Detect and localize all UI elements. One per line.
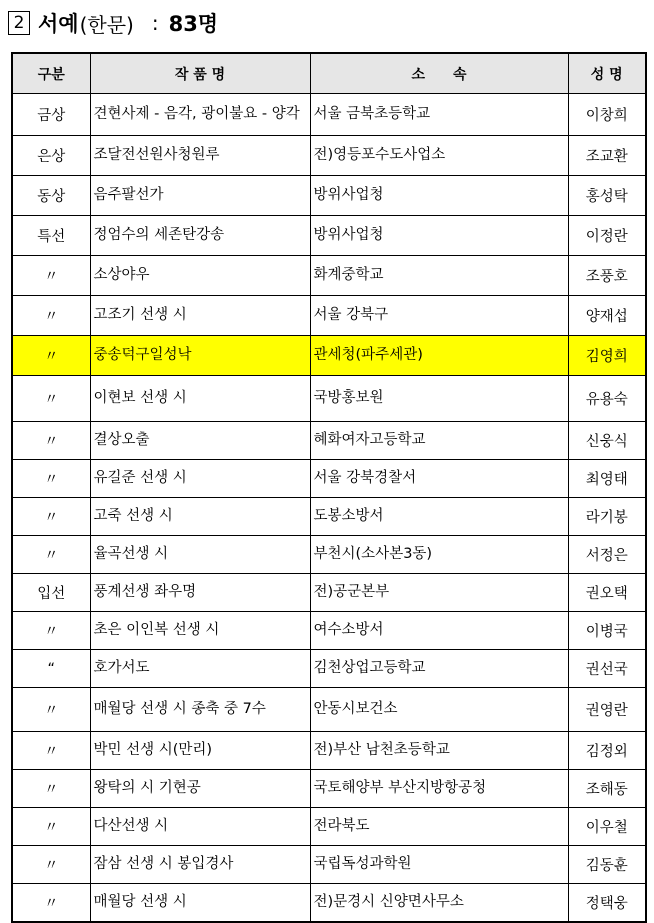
- cell-name: 권영란: [568, 688, 646, 732]
- cell-name: 서정은: [568, 536, 646, 574]
- cell-work-title: 고죽 선생 시: [90, 498, 310, 536]
- cell-category: 〃: [12, 846, 90, 884]
- cell-name: 홍성탁: [568, 176, 646, 216]
- cell-name: 조풍호: [568, 256, 646, 296]
- cell-category: 〃: [12, 884, 90, 922]
- cell-affiliation: 서울 금북초등학교: [310, 94, 568, 136]
- cell-work-title: 고조기 선생 시: [90, 296, 310, 336]
- cell-name: 김동훈: [568, 846, 646, 884]
- cell-work-title: 견현사제 - 음각, 광이불요 - 양각: [90, 94, 310, 136]
- cell-category: 동상: [12, 176, 90, 216]
- cell-name: 권선국: [568, 650, 646, 688]
- cell-category: 〃: [12, 536, 90, 574]
- cell-affiliation: 관세청(파주세관): [310, 336, 568, 376]
- cell-work-title: 왕탁의 시 기현공: [90, 770, 310, 808]
- cell-category: 금상: [12, 94, 90, 136]
- cell-affiliation: 서울 강북경찰서: [310, 460, 568, 498]
- cell-category: 은상: [12, 136, 90, 176]
- cell-work-title: 중송덕구일성낙: [90, 336, 310, 376]
- header-work-title: 작 품 명: [90, 53, 310, 94]
- table-row: [12, 296, 646, 336]
- table-body: [12, 94, 646, 922]
- cell-work-title: 잠삼 선생 시 봉입경사: [90, 846, 310, 884]
- table-row: [12, 376, 646, 422]
- cell-category: 입선: [12, 574, 90, 612]
- table-row: [12, 846, 646, 884]
- cell-name: 김정외: [568, 732, 646, 770]
- table-row: [12, 732, 646, 770]
- table-row: [12, 94, 646, 136]
- cell-affiliation: 전)부산 남천초등학교: [310, 732, 568, 770]
- section-title: 서예: [38, 12, 79, 36]
- table-row: [12, 460, 646, 498]
- header-affiliation: 소 속: [310, 53, 568, 94]
- cell-work-title: 풍계선생 좌우명: [90, 574, 310, 612]
- cell-name: 권오택: [568, 574, 646, 612]
- cell-work-title: 율곡선생 시: [90, 536, 310, 574]
- cell-affiliation: 전)영등포수도사업소: [310, 136, 568, 176]
- cell-affiliation: 안동시보건소: [310, 688, 568, 732]
- cell-category: 〃: [12, 612, 90, 650]
- cell-affiliation: 김천상업고등학교: [310, 650, 568, 688]
- cell-name: 이창희: [568, 94, 646, 136]
- section-heading: [8, 8, 218, 38]
- cell-affiliation: 방위사업청: [310, 176, 568, 216]
- cell-affiliation: 국방홍보원: [310, 376, 568, 422]
- table-row: [12, 770, 646, 808]
- title-separator: :: [151, 11, 159, 35]
- table-row: [12, 688, 646, 732]
- cell-name: 조교환: [568, 136, 646, 176]
- cell-name: 김영희: [568, 336, 646, 376]
- cell-name: 이정란: [568, 216, 646, 256]
- cell-category: 특선: [12, 216, 90, 256]
- table-row: [12, 422, 646, 460]
- cell-name: 유용숙: [568, 376, 646, 422]
- cell-work-title: 다산선생 시: [90, 808, 310, 846]
- cell-work-title: 결상오출: [90, 422, 310, 460]
- cell-work-title: 매월당 선생 시: [90, 884, 310, 922]
- header-name: 성 명: [568, 53, 646, 94]
- cell-affiliation: 부천시(소사본3동): [310, 536, 568, 574]
- cell-name: 이우철: [568, 808, 646, 846]
- table-row: [12, 176, 646, 216]
- header-category: 구분: [12, 53, 90, 94]
- table-row: [12, 650, 646, 688]
- cell-work-title: 소상야우: [90, 256, 310, 296]
- cell-affiliation: 국토해양부 부산지방항공청: [310, 770, 568, 808]
- table-row: [12, 498, 646, 536]
- cell-category: 〃: [12, 336, 90, 376]
- cell-work-title: 초은 이인복 선생 시: [90, 612, 310, 650]
- cell-category: 〃: [12, 460, 90, 498]
- section-subtitle: (한문): [79, 12, 134, 37]
- table-row: [12, 536, 646, 574]
- cell-affiliation: 국립독성과학원: [310, 846, 568, 884]
- table-row: [12, 256, 646, 296]
- cell-category: 〃: [12, 498, 90, 536]
- table-row: [12, 336, 646, 376]
- cell-category: 〃: [12, 422, 90, 460]
- cell-work-title: 정엄수의 세존탄강송: [90, 216, 310, 256]
- cell-category: “: [12, 650, 90, 688]
- table-row: [12, 136, 646, 176]
- cell-affiliation: 전)공군본부: [310, 574, 568, 612]
- table-row: [12, 574, 646, 612]
- cell-name: 양재섭: [568, 296, 646, 336]
- cell-affiliation: 화계중학교: [310, 256, 568, 296]
- cell-name: 이병국: [568, 612, 646, 650]
- section-number-box: 2: [8, 11, 30, 35]
- cell-category: 〃: [12, 296, 90, 336]
- award-table: [11, 52, 647, 923]
- table-row: [12, 612, 646, 650]
- cell-category: 〃: [12, 732, 90, 770]
- cell-name: 최영태: [568, 460, 646, 498]
- cell-affiliation: 서울 강북구: [310, 296, 568, 336]
- cell-work-title: 유길준 선생 시: [90, 460, 310, 498]
- table-row: [12, 884, 646, 922]
- cell-affiliation: 도봉소방서: [310, 498, 568, 536]
- cell-work-title: 호가서도: [90, 650, 310, 688]
- cell-work-title: 조달전선원사청원루: [90, 136, 310, 176]
- cell-name: 정택웅: [568, 884, 646, 922]
- cell-category: 〃: [12, 256, 90, 296]
- cell-affiliation: 전라북도: [310, 808, 568, 846]
- cell-work-title: 매월당 선생 시 종축 중 7수: [90, 688, 310, 732]
- table-row: [12, 216, 646, 256]
- cell-affiliation: 방위사업청: [310, 216, 568, 256]
- cell-category: 〃: [12, 688, 90, 732]
- cell-category: 〃: [12, 770, 90, 808]
- cell-category: 〃: [12, 376, 90, 422]
- cell-affiliation: 여수소방서: [310, 612, 568, 650]
- cell-name: 신웅식: [568, 422, 646, 460]
- table-header-row: [12, 53, 646, 94]
- cell-name: 라기봉: [568, 498, 646, 536]
- cell-work-title: 이현보 선생 시: [90, 376, 310, 422]
- cell-category: 〃: [12, 808, 90, 846]
- cell-affiliation: 혜화여자고등학교: [310, 422, 568, 460]
- cell-name: 조해동: [568, 770, 646, 808]
- cell-work-title: 박민 선생 시(만리): [90, 732, 310, 770]
- cell-work-title: 음주팔선가: [90, 176, 310, 216]
- table-row: [12, 808, 646, 846]
- cell-affiliation: 전)문경시 신양면사무소: [310, 884, 568, 922]
- winner-count: 83명: [168, 12, 219, 36]
